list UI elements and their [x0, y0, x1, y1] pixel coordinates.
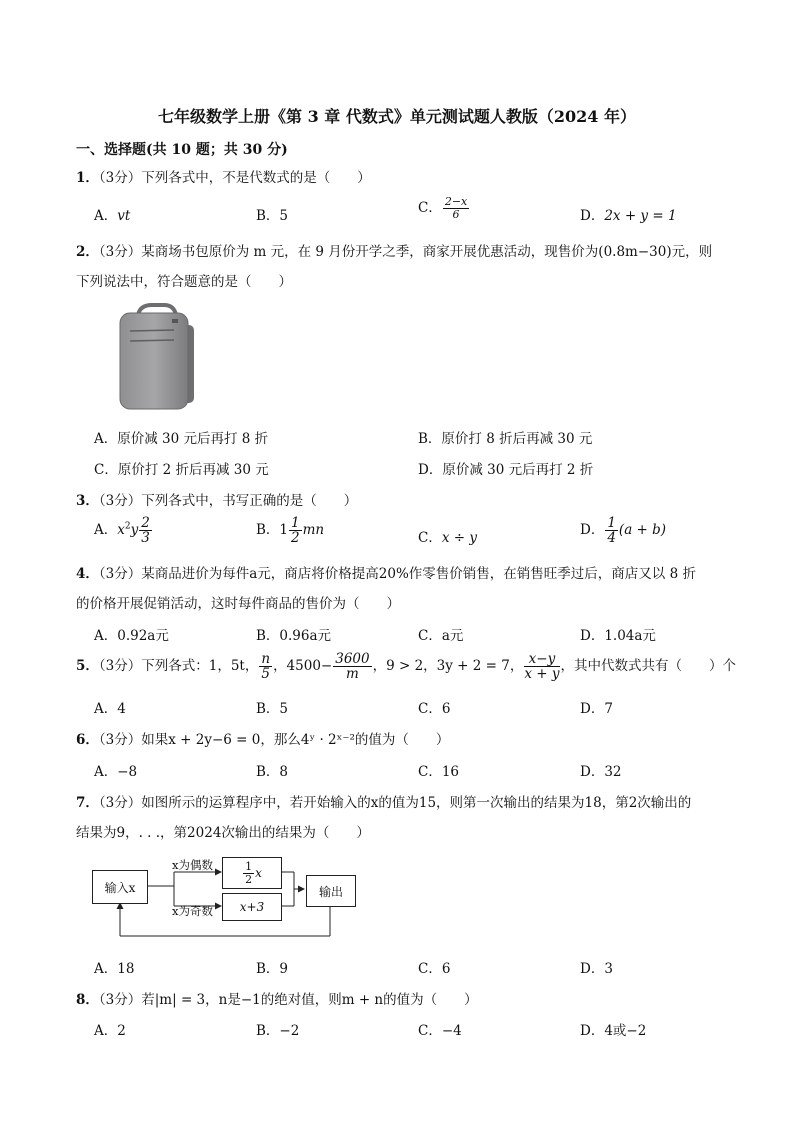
q5-option-a[interactable]: A．4: [94, 701, 126, 717]
q4-text: 某商品进价为每件a元，商店将价格提高20%作零售价销售，在销售旺季过后，商店又以 8 折: [141, 566, 696, 582]
option-value: (a + b): [618, 522, 667, 539]
q4-number: 4．: [76, 566, 99, 582]
q3-score: （3分）: [98, 493, 142, 509]
q5-option-b[interactable]: B．5: [256, 701, 289, 717]
fraction: $\frac{2}{3}$: [141, 515, 150, 547]
q2-option-d[interactable]: D．原价减 30 元后再打 2 折: [418, 462, 594, 478]
q6-text: 如果x + 2y−6 = 0，那么4ʸ · 2ˣ⁻²的值为（ ）: [141, 732, 450, 748]
q1-option-c[interactable]: [418, 196, 470, 221]
fraction-numerator: 2−x: [444, 195, 468, 209]
q4-option-c[interactable]: C．a元: [418, 628, 464, 644]
option-value: 2x + y = 1: [604, 208, 677, 224]
q1-option-a[interactable]: [94, 204, 130, 224]
q3-option-a[interactable]: A．$x^2y$ $\frac{2}{3}$: [94, 515, 150, 547]
q6-option-a[interactable]: A．−8: [94, 764, 138, 780]
question-5: [76, 652, 736, 681]
q7-number: 7．: [76, 795, 99, 811]
option-letter: C．: [418, 530, 442, 546]
question-2-line-1: [76, 240, 712, 260]
fraction-denominator: 6: [452, 208, 460, 221]
option-letter: B．: [256, 522, 280, 539]
question-7-line-2: 结果为9，. . .，第2024次输出的结果为（ ）: [76, 825, 370, 841]
question-4-line-2: 的价格开展促销活动，这时每件商品的售价为（ ）: [76, 596, 400, 612]
q7-option-b[interactable]: B．9: [256, 961, 289, 977]
q4-option-b[interactable]: B．0.96a元: [256, 628, 332, 644]
flow-output-box: [306, 875, 356, 907]
q1-score: （3分）: [98, 170, 142, 186]
option-letter: D．: [580, 208, 605, 224]
fraction: $\frac{1}{2}$: [291, 515, 300, 547]
q6-score: （3分）: [98, 732, 142, 748]
q4-option-d[interactable]: D．1.04a元: [580, 628, 656, 644]
q5-text-b: ，4500−: [273, 658, 333, 675]
fraction: $\frac{n}{5}$: [261, 651, 271, 683]
q5-number: 5．: [76, 658, 99, 675]
fraction: $\frac{1}{4}$: [607, 515, 616, 547]
q2-score: （3分）: [98, 244, 142, 260]
q8-option-c[interactable]: C．−4: [418, 1023, 462, 1039]
backpack-image: [112, 303, 198, 411]
q5-option-d[interactable]: D．7: [580, 701, 613, 717]
q2-text: 某商场书包原价为 m 元，在 9 月份开学之季，商家开展优惠活动，现售价为(0.8m−30)元，则: [141, 244, 713, 260]
option-value: x ÷ y: [441, 530, 477, 546]
q8-option-a[interactable]: A．2: [94, 1023, 126, 1039]
flow-input-box: [92, 870, 148, 904]
q8-text: 若|m| = 3，n是−1的绝对值，则m + n的值为（ ）: [141, 992, 478, 1008]
q3-number: 3．: [76, 493, 99, 509]
q3-option-d[interactable]: [580, 516, 666, 545]
question-7-line-1: [76, 791, 691, 811]
question-8: [76, 988, 478, 1008]
fraction: [443, 196, 469, 220]
q1-option-b[interactable]: B．5: [256, 208, 289, 224]
q7-option-c[interactable]: C．6: [418, 961, 451, 977]
section-heading: 一、选择题(共 10 题；共 30 分): [76, 142, 288, 158]
q2-option-b[interactable]: B．原价打 8 折后再减 30 元: [418, 431, 593, 447]
flow-output-label: 输出: [318, 884, 343, 899]
q6-option-c[interactable]: C．16: [418, 764, 460, 780]
fraction: $\frac{x-y}{x + y}$: [524, 651, 560, 683]
q1-option-d[interactable]: [580, 204, 677, 224]
flow-even-label: x为偶数: [172, 858, 213, 872]
question-1: [76, 166, 371, 186]
q7-option-a[interactable]: A．18: [94, 961, 135, 977]
q5-text-d: ，其中代数式共有（ ）个: [560, 658, 737, 675]
flow-input-label: 输入x: [104, 880, 136, 895]
flow-odd-label: x为奇数: [172, 904, 213, 918]
q4-option-a[interactable]: A．0.92a元: [94, 628, 169, 644]
q8-score: （3分）: [98, 992, 142, 1008]
q8-option-d[interactable]: D．4或−2: [580, 1023, 647, 1039]
option-letter: A．: [94, 208, 118, 224]
flow-half-box: $\frac{1}{2}$ x: [222, 857, 282, 889]
q8-option-b[interactable]: B．−2: [256, 1023, 300, 1039]
question-2-line-2: 下列说法中，符合题意的是（ ）: [76, 274, 292, 290]
q7-option-d[interactable]: D．3: [580, 961, 613, 977]
q3-option-b[interactable]: B．1 $\frac{1}{2}$ mn: [256, 515, 325, 547]
q5-text-a: 下列各式：1，5t，: [141, 658, 259, 675]
q2-number: 2．: [76, 244, 99, 260]
q7-score: （3分）: [98, 795, 142, 811]
q1-text: 下列各式中，不是代数式的是（ ）: [141, 170, 371, 186]
page-title: 七年级数学上册《第 3 章 代数式》单元测试题人教版（2024 年）: [158, 107, 636, 126]
q6-option-d[interactable]: D．32: [580, 764, 622, 780]
q3-text: 下列各式中，书写正确的是（ ）: [141, 493, 358, 509]
q7-text: 如图所示的运算程序中，若开始输入的x的值为15，则第一次输出的结果为18，第2次输出的: [141, 795, 692, 811]
question-3: [76, 489, 357, 509]
q8-number: 8．: [76, 992, 99, 1008]
fraction: $\frac{1}{2}$: [245, 859, 253, 886]
flow-plus3-label: x+3: [239, 900, 265, 914]
flow-plus3-box: [222, 893, 282, 921]
option-letter: C．: [418, 200, 442, 216]
option-value: vt: [117, 208, 131, 224]
option-letter: D．: [580, 522, 605, 539]
q4-score: （3分）: [98, 566, 142, 582]
q2-option-c[interactable]: C．原价打 2 折后再减 30 元: [94, 462, 269, 478]
fraction: $\frac{3600}{m}$: [335, 651, 370, 683]
q6-number: 6．: [76, 732, 99, 748]
q5-text-c: ，9 > 2，3y + 2 = 7，: [372, 658, 524, 675]
q3-option-c[interactable]: [418, 526, 477, 546]
question-4-line-1: [76, 562, 696, 582]
q6-option-b[interactable]: B．8: [256, 764, 289, 780]
question-6: [76, 728, 449, 748]
q1-number: 1．: [76, 170, 99, 186]
q2-option-a[interactable]: A．原价减 30 元后再打 8 折: [94, 431, 269, 447]
q5-option-c[interactable]: C．6: [418, 701, 451, 717]
option-letter: A．: [94, 522, 118, 539]
q5-score: （3分）: [98, 658, 142, 675]
